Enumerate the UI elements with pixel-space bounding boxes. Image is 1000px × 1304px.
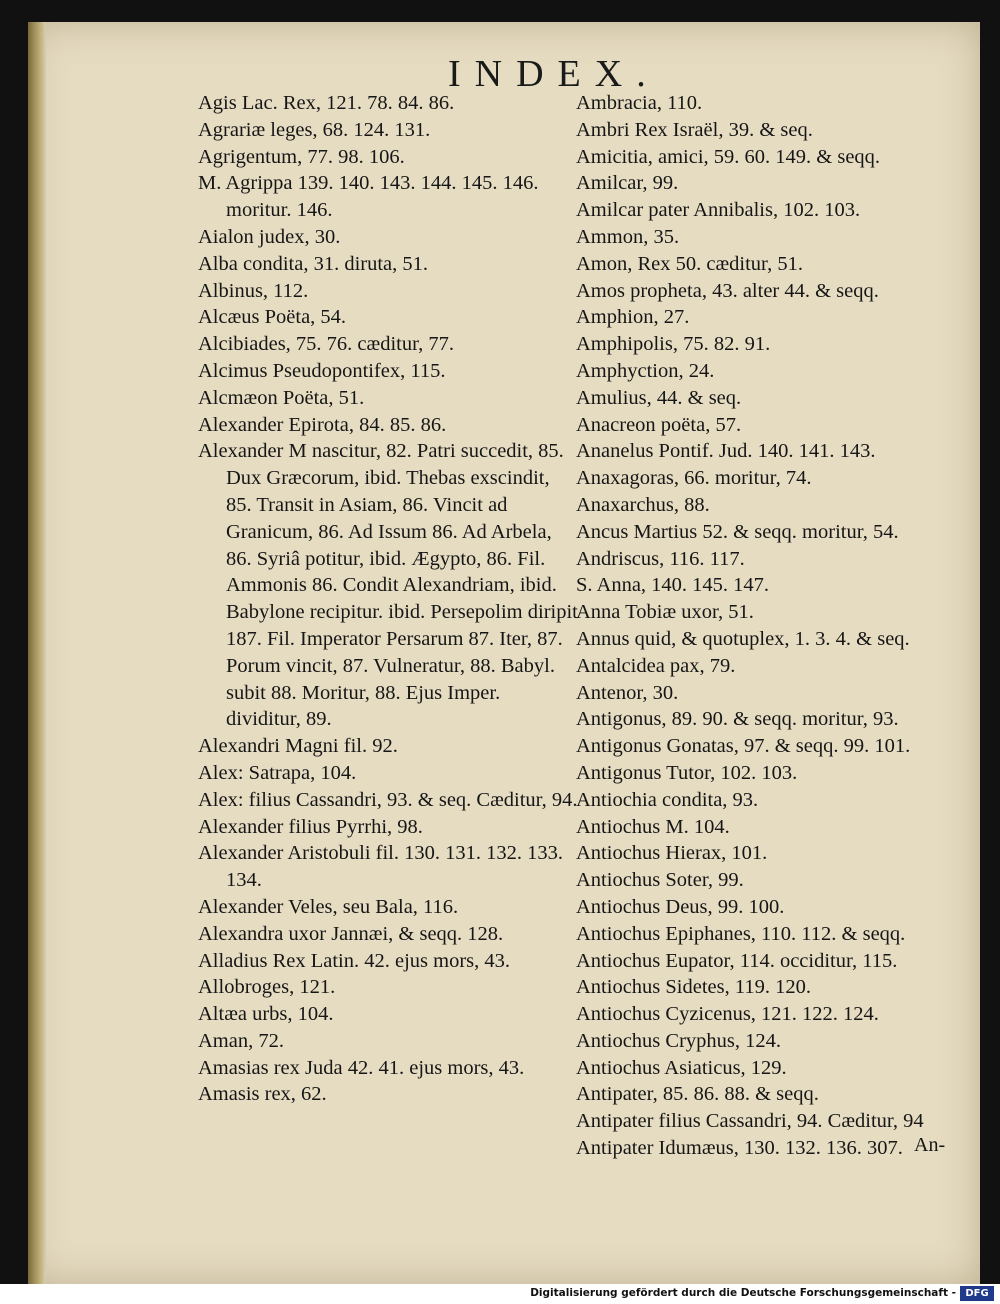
index-entry: Alcæus Poëta, 54.: [198, 306, 347, 329]
index-entry: Alexander Epirota, 84. 85. 86.: [198, 413, 447, 436]
index-entry: Alexandri Magni fil. 92.: [198, 735, 398, 758]
page-title: INDEX.: [448, 53, 660, 95]
index-entry: Antipater filius Cassandri, 94. Cæditur, 94: [576, 1110, 924, 1133]
index-entry: Amphipolis, 75. 82. 91.: [576, 333, 771, 356]
index-entry: Aman, 72.: [198, 1029, 284, 1052]
index-entry: Antiochus Deus, 99. 100.: [576, 895, 785, 918]
index-entry: Antenor, 30.: [576, 681, 679, 704]
index-entry: Agrigentum, 77. 98. 106.: [198, 145, 405, 168]
index-entry: Aialon judex, 30.: [198, 225, 341, 248]
index-entry: Anna Tobiæ uxor, 51.: [576, 601, 754, 624]
index-entry: Alcmæon Poëta, 51.: [198, 386, 365, 409]
index-entry: Anaxagoras, 66. moritur, 74.: [576, 467, 812, 490]
index-entry: Alcimus Pseudopontifex, 115.: [198, 359, 446, 382]
dfg-logo: DFG: [960, 1286, 994, 1301]
index-entry: Alba condita, 31. diruta, 51.: [198, 252, 429, 275]
index-entry: Alex: filius Cassandri, 93. & seq. Cæditur, 94.: [198, 788, 578, 811]
index-entry: Antigonus, 89. 90. & seqq. moritur, 93.: [576, 708, 899, 731]
index-entry: S. Anna, 140. 145. 147.: [576, 574, 770, 597]
index-entry: Anaxarchus, 88.: [576, 493, 710, 516]
index-entry: Antigonus Tutor, 102. 103.: [576, 761, 798, 784]
index-column-left: [198, 90, 578, 1108]
index-entry: Ancus Martius 52. & seqq. moritur, 54.: [576, 520, 899, 543]
index-entry: Antiochus Cryphus, 124.: [576, 1029, 781, 1052]
index-entry: Antiochus M. 104.: [576, 815, 730, 838]
catchword: An-: [914, 1134, 946, 1156]
index-entry: Amon, Rex 50. cæditur, 51.: [576, 252, 803, 275]
index-entry: Antipater Idumæus, 130. 132. 136. 307.: [576, 1137, 903, 1160]
index-entry: Antipater, 85. 86. 88. & seqq.: [576, 1083, 819, 1106]
index-entry: Ambracia, 110.: [576, 92, 703, 114]
index-entry: Allobroges, 121.: [198, 976, 336, 999]
index-entry: Agis Lac. Rex, 121. 78. 84. 86.: [198, 92, 455, 114]
index-entry: Altæa urbs, 104.: [198, 1003, 334, 1026]
index-entry: Antiochus Soter, 99.: [576, 869, 744, 892]
index-entry: Antiochus Epiphanes, 110. 112. & seqq.: [576, 922, 906, 945]
index-entry: Antiochia condita, 93.: [576, 788, 759, 811]
index-entry: Alexandra uxor Jannæi, & seqq. 128.: [198, 922, 504, 945]
index-entry: Ammon, 35.: [576, 225, 680, 248]
index-entry: Alcibiades, 75. 76. cæditur, 77.: [198, 333, 454, 356]
index-entry: Amos propheta, 43. alter 44. & seqq.: [576, 279, 879, 302]
index-entry: Alex: Satrapa, 104.: [198, 761, 357, 784]
index-entry: Amasias rex Juda 42. 41. ejus mors, 43.: [198, 1056, 525, 1079]
index-entry: Antiochus Sidetes, 119. 120.: [576, 976, 811, 999]
index-entry: Amphyction, 24.: [576, 359, 715, 382]
book-spine: [28, 22, 46, 1284]
funding-credit: Digitalisierung gefördert durch die Deutsche Forschungsgemeinschaft -: [530, 1287, 956, 1299]
index-entry: Amilcar pater Annibalis, 102. 103.: [576, 199, 861, 222]
index-entry: Alladius Rex Latin. 42. ejus mors, 43.: [198, 949, 511, 972]
index-entry: Albinus, 112.: [198, 279, 309, 302]
index-entry: Antigonus Gonatas, 97. & seqq. 99. 101.: [576, 735, 911, 758]
index-entry: Alexander filius Pyrrhi, 98.: [198, 815, 423, 838]
index-entry: Antiochus Eupator, 114. occiditur, 115.: [576, 949, 898, 972]
index-entry: Antiochus Hierax, 101.: [576, 842, 768, 865]
footer-bar: [0, 1284, 1000, 1304]
index-entry: M. Agrippa 139. 140. 143. 144. 145. 146. moritur. 146.: [198, 172, 539, 222]
index-entry: Amicitia, amici, 59. 60. 149. & seqq.: [576, 145, 881, 168]
index-entry: Antiochus Asiaticus, 129.: [576, 1056, 787, 1079]
index-entry: Amilcar, 99.: [576, 172, 679, 195]
index-column-right: [576, 90, 976, 1162]
index-entry: Agrariæ leges, 68. 124. 131.: [198, 118, 431, 141]
index-entry: Amphion, 27.: [576, 306, 690, 329]
index-entry: Andriscus, 116. 117.: [576, 547, 745, 570]
index-entry: Annus quid, & quotuplex, 1. 3. 4. & seq.: [576, 627, 910, 650]
book-page: [28, 22, 980, 1284]
index-entry: Amasis rex, 62.: [198, 1083, 327, 1106]
index-entry: Alexander Aristobuli fil. 130. 131. 132. 133. 134.: [198, 842, 563, 892]
index-entry: Ambri Rex Israël, 39. & seq.: [576, 118, 813, 141]
index-entry: Ananelus Pontif. Jud. 140. 141. 143.: [576, 440, 876, 463]
index-entry: Alexander Veles, seu Bala, 116.: [198, 895, 459, 918]
index-entry: Alexander M nascitur, 82. Patri succedit, 85. Dux Græcorum, ibid. Thebas exscindit, 85. Transit in Asiam, 86. Vincit ad Granicum, 86. Ad Issum 86. Ad Arbela, 86. Syriâ potitur, ibid. Ægypto, 86. Fil. Ammonis 86. Condit Alexandriam, ibid. Babylone recipitur. ibid. Persepolim diripit 187. Fil. Imperator Persarum 87. Iter, 87. Porum vincit, 87. Vulneratur, 88. Babyl. subit 88. Moritur, 88. Ejus Imper. dividitur, 89.: [198, 440, 578, 731]
index-entry: Amulius, 44. & seq.: [576, 386, 742, 409]
index-entry: Antalcidea pax, 79.: [576, 654, 736, 677]
index-entry: Antiochus Cyzicenus, 121. 122. 124.: [576, 1003, 879, 1026]
index-entry: Anacreon poëta, 57.: [576, 413, 742, 436]
